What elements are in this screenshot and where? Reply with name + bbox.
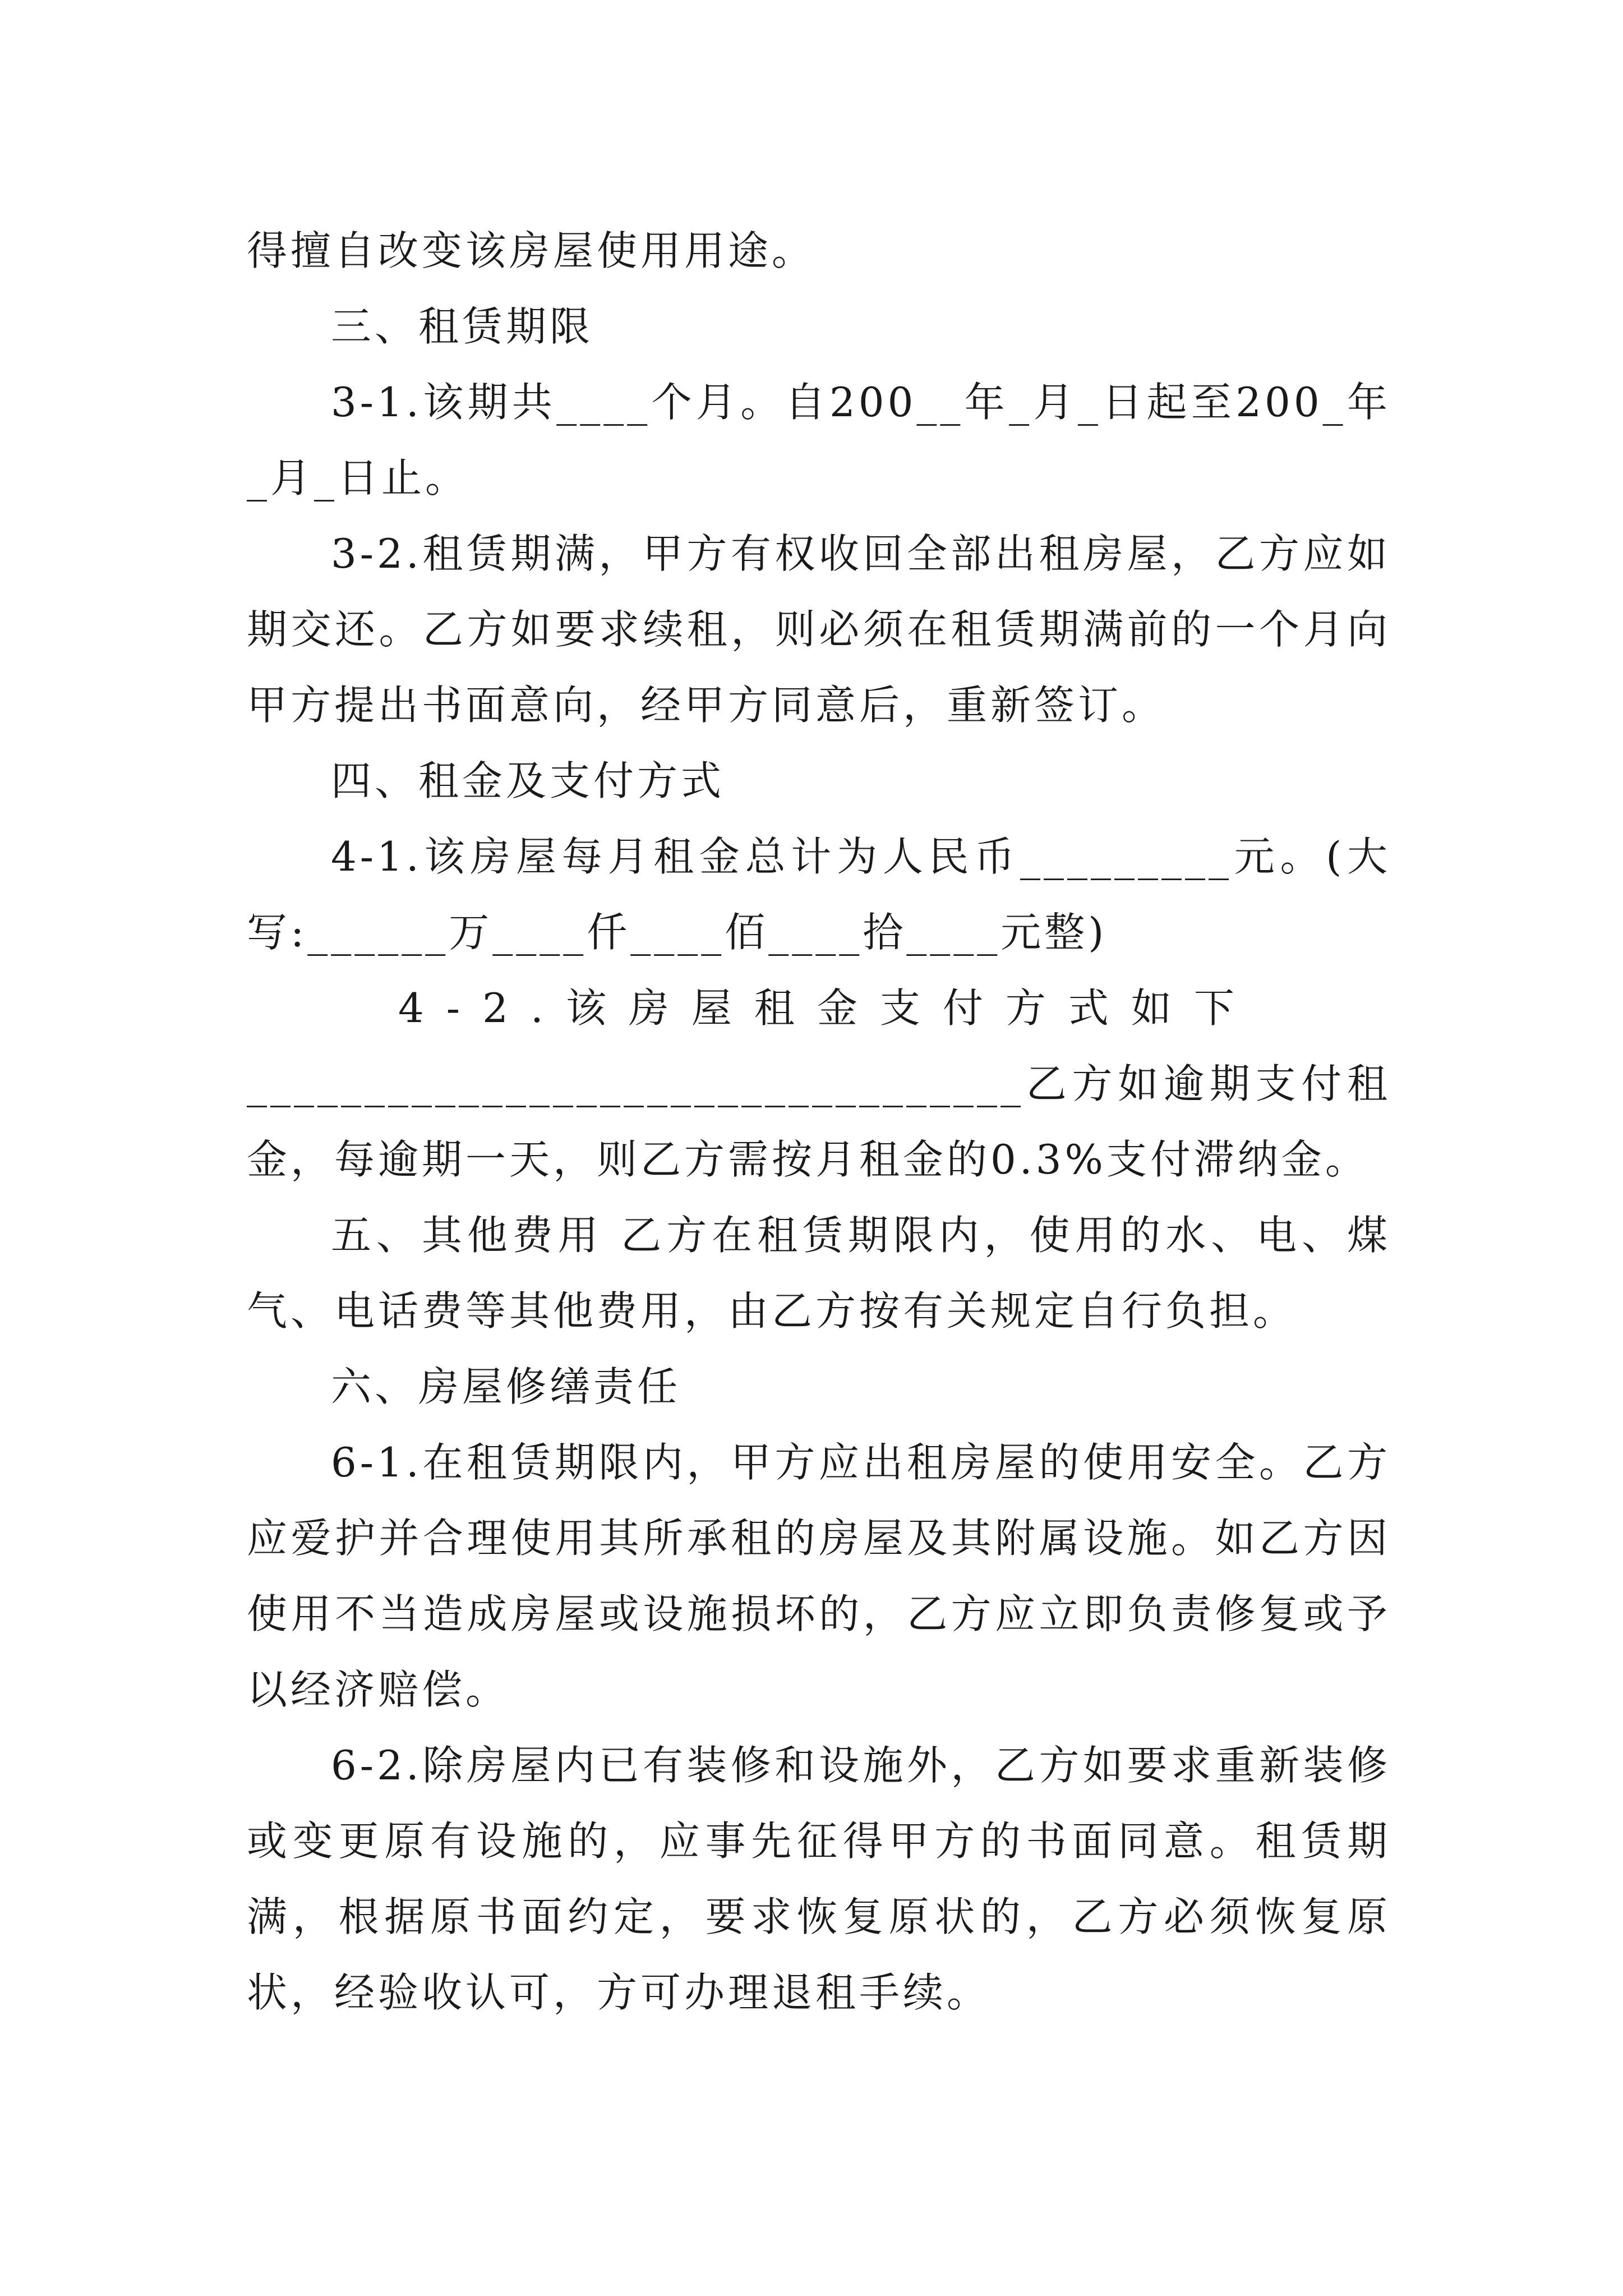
section-other-fees: 五、其他费用 乙方在租赁期限内，使用的水、电、煤气、电话费等其他费用，由乙方按有关规定自行负担。 — [247, 1212, 1391, 1335]
clause-4-1: 4-1.该房屋每月租金总计为人民币_________元。(大写:______万____仟____佰____拾____元整) — [247, 833, 1391, 956]
clause-4-2: 4-2.该房屋租金支付方式如下 — [398, 984, 1257, 1032]
clause-4-2-continuation: _________________________________乙方如逾期支付租金，每逾期一天，则乙方需按月租金的0.3%支付滞纳金。 — [247, 1060, 1391, 1183]
section-heading-repair: 六、房屋修缮责任 — [331, 1363, 681, 1410]
clause-3-2: 3-2.租赁期满，甲方有权收回全部出租房屋，乙方应如期交还。乙方如要求续租，则必须在租赁期满前的一个月向甲方提出书面意向，经甲方同意后，重新签订。 — [247, 530, 1391, 729]
clause-6-2: 6-2.除房屋内已有装修和设施外，乙方如要求重新装修或变更原有设施的，应事先征得甲方的书面同意。租赁期满，根据原书面约定，要求恢复原状的，乙方必须恢复原状，经验收认可，方可办理退租手续。 — [247, 1742, 1391, 2016]
clause-3-1: 3-1.该期共____个月。自200__年_月_日起至200_年_月_日止。 — [247, 379, 1391, 501]
clause-6-1: 6-1.在租赁期限内，甲方应出租房屋的使用安全。乙方应爱护并合理使用其所承租的房屋及其附属设施。如乙方因使用不当造成房屋或设施损坏的，乙方应立即负责修复或予以经济赔偿。 — [247, 1439, 1391, 1713]
section-heading-lease-term: 三、租赁期限 — [331, 303, 594, 350]
section-heading-rent-payment: 四、租金及支付方式 — [331, 757, 725, 804]
document-body — [247, 213, 1391, 2031]
paragraph-continuation: 得擅自改变该房屋使用用途。 — [247, 227, 816, 274]
